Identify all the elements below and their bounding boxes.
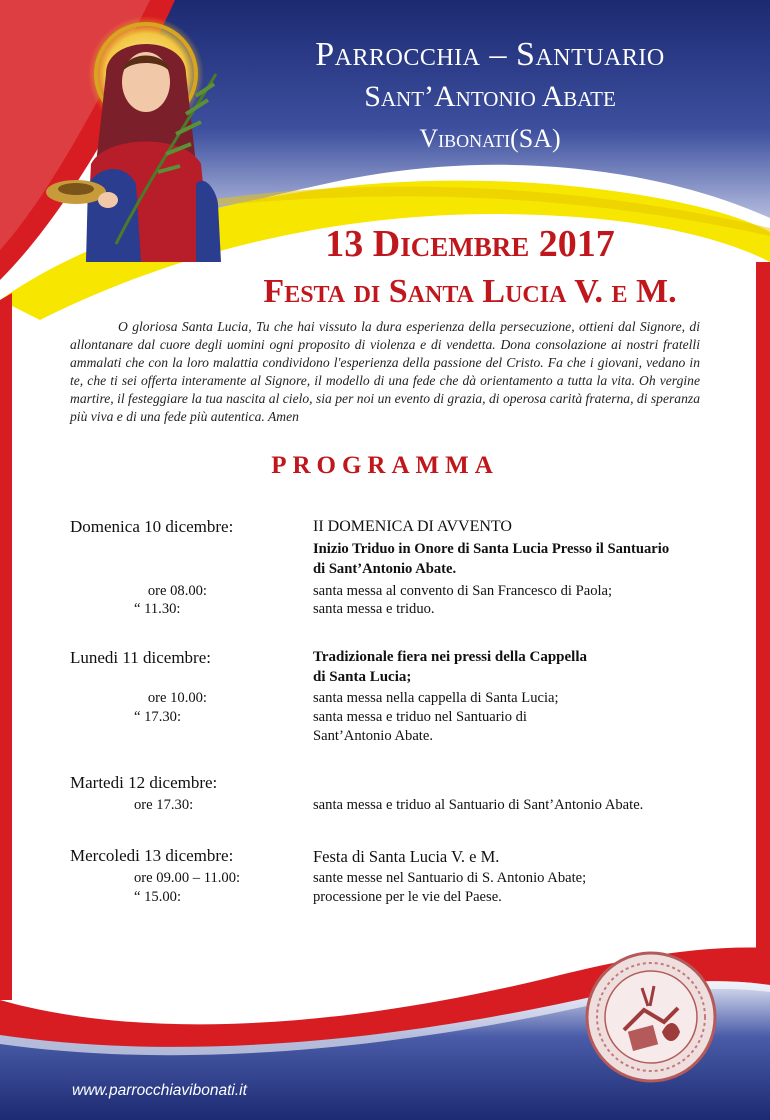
program-heading: PROGRAMMA: [271, 452, 499, 479]
event-title: Festa di Santa Lucia V. e M.: [263, 273, 677, 310]
day-3-label: Martedi 12 dicembre:: [70, 773, 218, 792]
day-1-subheading: Inizio Triduo in Onore di Santa Lucia Presso il Santuario: [313, 541, 670, 557]
day-4-label: Mercoledi 13 dicembre:: [70, 846, 234, 865]
day-1-event-2: santa messa e triduo.: [313, 601, 435, 617]
sanctuary-name: Sant’Antonio Abate: [364, 80, 616, 113]
day-1-time-2: “ 11.30:: [134, 601, 181, 617]
day-4-heading: Festa di Santa Lucia V. e M.: [313, 847, 500, 866]
day-1-subheading-2: di Sant’Antonio Abate.: [313, 561, 457, 577]
event-date: 13 Dicembre 2017: [325, 223, 615, 265]
town-name: Vibonati(SA): [419, 124, 561, 153]
prayer-text: O gloriosa Santa Lucia, Tu che hai vissuto la dura esperienza della persecuzione, ottieni dal Signore, di allontanare dal cuore degli uomini ogni proposito di violenza e di vendetta. Dona consolazione ai nostri fratelli ammalati che con la loro malattia condividono l'esperienza della passione del Cristo. Fa che i giovani, vedano in te, che ti sei offerta interamente al Signore, il modello di una fede che dà orientamento a tutta la vita. Oh vergine martire, il festeggiare la tua nascita al cielo, sia per noi un evento di grazia, di operosa carità fraterna, di speranza più viva e di una fede più autentica. Amen: [70, 319, 700, 424]
day-4-event-1: sante messe nel Santuario di S. Antonio Abate;: [313, 870, 587, 886]
day-2-event-1: santa messa nella cappella di Santa Lucia;: [313, 690, 559, 706]
day-3-time-1: ore 17.30:: [134, 797, 194, 813]
day-1-label: Domenica 10 dicembre:: [70, 517, 234, 536]
parish-seal: [584, 950, 718, 1084]
day-2-label: Lunedi 11 dicembre:: [70, 648, 211, 667]
day-2-time-1: ore 10.00:: [147, 690, 207, 706]
day-4-event-2: processione per le vie del Paese.: [313, 889, 502, 905]
day-4-time-2: “ 15.00:: [134, 889, 182, 905]
day-2-event-2: santa messa e triduo nel Santuario di: [313, 709, 527, 725]
day-1-event-1: santa messa al convento di San Francesco di Paola;: [313, 583, 613, 599]
day-2-heading: Tradizionale fiera nei pressi della Cappella: [313, 649, 588, 665]
day-2-event-2-cont: Sant’Antonio Abate.: [313, 728, 433, 744]
day-1-time-1: ore 08.00:: [147, 583, 207, 599]
day-4-time-1: ore 09.00 – 11.00:: [134, 870, 241, 886]
day-1-heading: II DOMENICA DI AVVENTO: [313, 518, 512, 535]
day-2-heading-2: di Santa Lucia;: [313, 669, 412, 685]
website-link[interactable]: www.parrocchiavibonati.it: [72, 1082, 247, 1099]
day-3-event-1: santa messa e triduo al Santuario di Sant’Antonio Abate.: [313, 797, 644, 813]
parish-title: Parrocchia – Santuario: [315, 36, 665, 73]
day-2-time-2: “ 17.30:: [134, 709, 182, 725]
